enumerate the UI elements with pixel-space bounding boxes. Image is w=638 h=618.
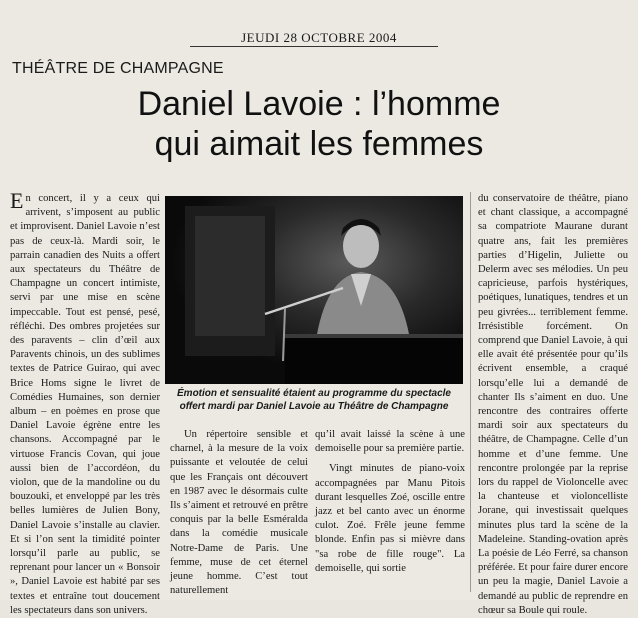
- column-3-paragraph-1: qu’il avait laissé la scène à une demoiselle pour sa première partie.: [315, 429, 465, 455]
- headline-line-1: Daniel Lavoie : l’homme: [137, 85, 501, 123]
- headline-line-2: qui aimait les femmes: [154, 125, 484, 163]
- dateline: JEUDI 28 OCTOBRE 2004: [241, 30, 397, 45]
- column-divider: [470, 192, 471, 592]
- headline: [0, 84, 638, 164]
- column-1-paragraph: n concert, il y a ceux qui arrivent, s’imposent au public et improvisent. Daniel Lavoie n’est pas de ceux-là. Mardi soir, le parrain canadien des Nuits a offert aux spectateurs du Théâtre de Champagne un concert intimiste, servi par une mise en scène impeccable. Tout est pensé, pesé, réfléchi. Des ombres projetées sur des paravents – clin d’œil aux Paravents chinois, un des sublimes textes de Patrice Guirao, qui avec Brice Homs signe le livret de Comédies Humaines, son dernier album – en poèmes en prose que Daniel Lavoie égrène entre les chansons. Accompagné par le virtuose Francis Covan, qui joue aussi bien de l’accordéon, du violon, que de la mandoline ou du bouzouki, et enveloppé par les très belles lumières de Julien Bony, Daniel Lavoie s’installe au clavier. Et si l’on sent la timidité pointer lorsqu’il parle au public, se reprenant pour lancer un « Bonsoir », Daniel Lavoie est habité par ses textes et entraîne tout doucement les spectateurs dans son univers.: [10, 193, 160, 616]
- concert-photo: [165, 196, 463, 384]
- column-2-paragraph: Un répertoire sensible et charnel, à la mesure de la voix puissante et veloutée de celui que les Français ont découvert en 1987 avec le désormais culte Ils s’aiment et retrouvé en prêtre conquis par la belle Esméralda dans la comédie musicale Notre-Dame de Paris. Une femme, muse de cet éternel jeune homme. C’est tout naturellement: [170, 429, 308, 597]
- article-column-1: [10, 188, 160, 618]
- column-3-paragraph-2: Vingt minutes de piano-voix accompagnées par Manu Pitois durant lesquelles Zoé, oscille entre jazz et bel canto avec un énorme culot. Zoé. Frêle jeune femme blonde. Enfin pas si mièvre dans "sa robe de fille rouge". La demoiselle, qui sortie: [315, 463, 465, 574]
- article-column-4: [478, 192, 628, 618]
- article-column-3: [315, 428, 465, 576]
- article-column-2: [170, 428, 308, 598]
- column-4-paragraph: du conservatoire de théâtre, piano et chant classique, a accompagné sa compatriote Maurane durant quatre ans, fait les premières parties d’Higelin, Juliette ou Delerm avec ses mélodies. Un peu capricieuse, parfois hystériques, poétiques, lunatiques, tendres et un peu givrées... terriblement femme. Irrésistible forcément. On comprend que Daniel Lavoie, à qui elle avait été présentée pour qu’ils écrivent ensemble, a craqué lorsqu’elle lui a demandé de chanter Ils s’aiment en duo. Une rencontre des contraires offerte mardi soir aux spectateurs du théâtre, de Champagne. Celle d’un homme et d’une femme. Une rencontre prolongée par la reprise lors du rappel de Violoncelle avec la chanteuse et violoncelliste Jorane, qui investissait quelques minutes plus tard la scène de la Madeleine. Standing-ovation après La poésie de Léo Ferré, sa chanson préférée. Et pour faire durer encore un peu la magie, Daniel Lavoie a demandé au public de reprendre en chœur sa Boule qui roule.: [478, 193, 628, 616]
- photo-caption: Émotion et sensualité étaient au programme du spectacle offert mardi par Daniel Lavoie au Théâtre de Champagne: [177, 388, 451, 412]
- drop-cap: E: [10, 188, 24, 213]
- dateline-rule: [190, 46, 438, 47]
- performer-image: [165, 196, 463, 384]
- section-heading: THÉÂTRE DE CHAMPAGNE: [12, 60, 224, 77]
